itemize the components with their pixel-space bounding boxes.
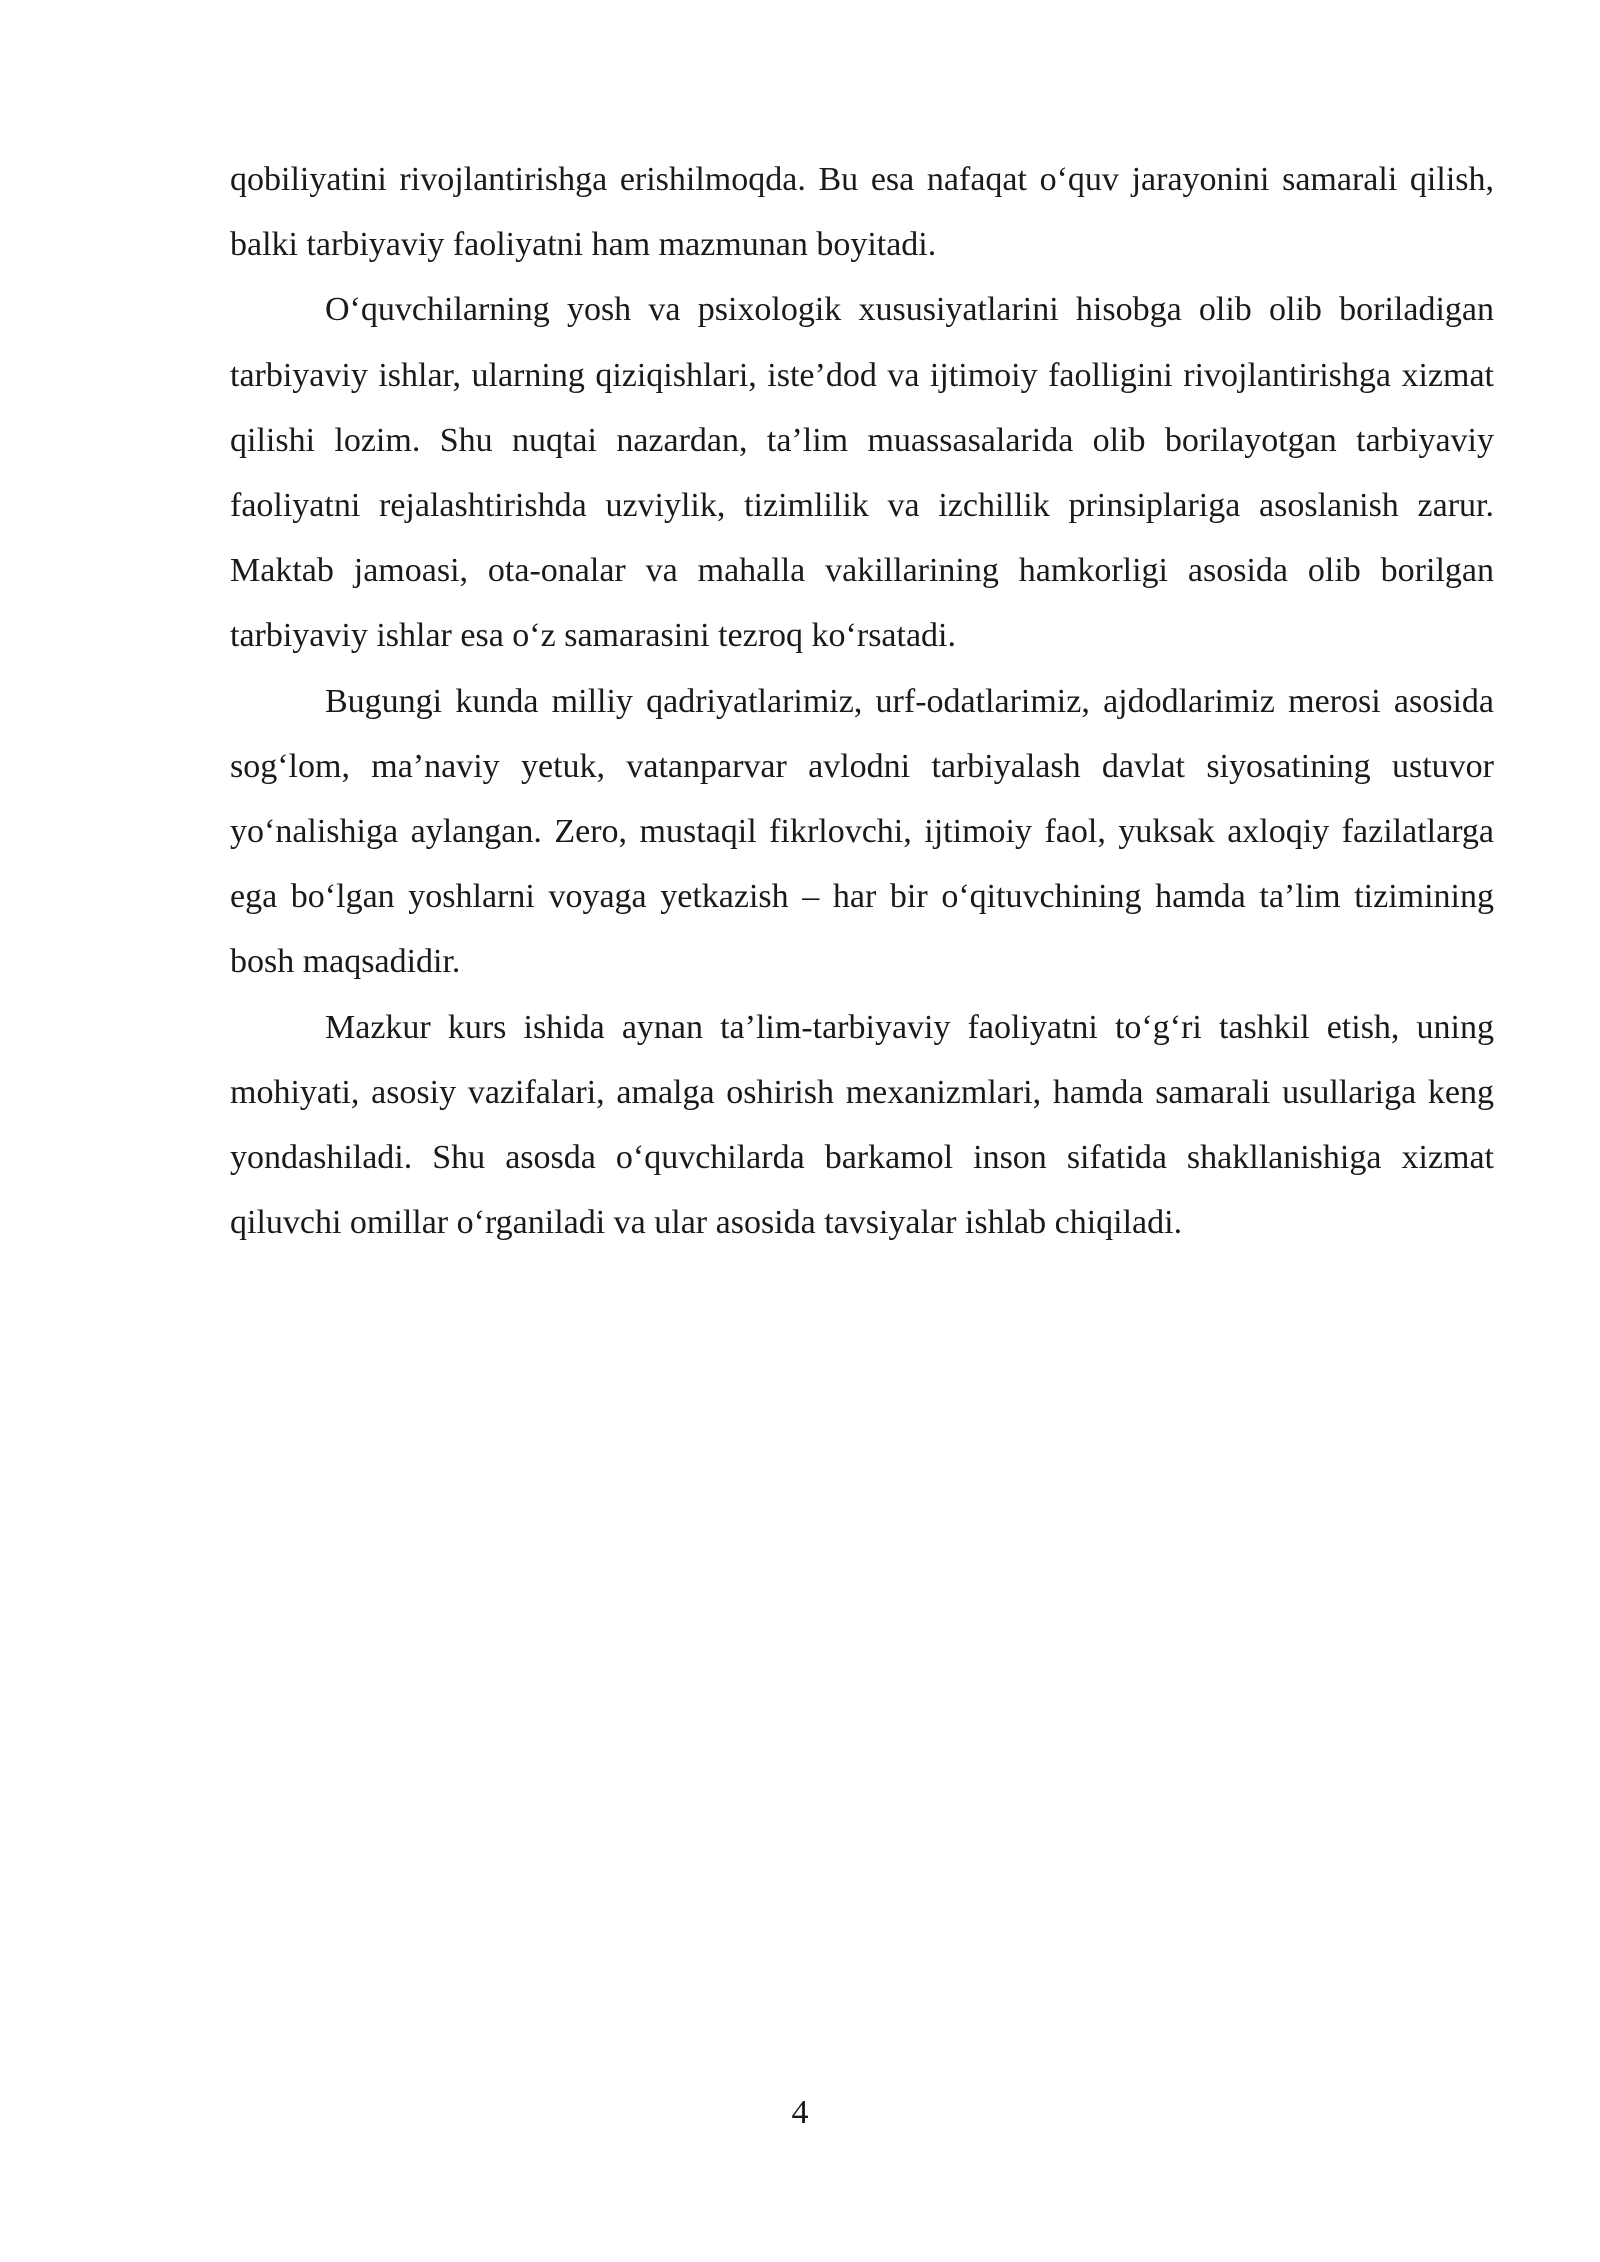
paragraph: Bugungi kunda milliy qadriyatlarimiz, urf-odatlarimiz, ajdodlarimiz merosi asosida sog‘lom, ma’naviy yetuk, vatanparvar avlodni tarbiyalash davlat siyosatining ustuvor yo‘nalishiga aylangan. Zero, mustaqil fikrlovchi, ijtimoiy faol, yuksak axloqiy fazilatlarga ega bo‘lgan yoshlarni voyaga yetkazish – har bir o‘qituvchining hamda ta’lim tizimining bosh maqsadidir.	[230, 682, 1494, 981]
paragraph: O‘quvchilarning yosh va psixologik xususiyatlarini hisobga olib olib boriladigan tarbiyaviy ishlar, ularning qiziqishlari, iste’dod va ijtimoiy faolligini rivojlantirishga xizmat qilishi lozim. Shu nuqtai nazardan, ta’lim muassasalarida olib borilayotgan tarbiyaviy faoliyatni rejalashtirishda uzviylik, tizimlilik va izchillik prinsiplariga asoslanish zarur. Maktab jamoasi, ota-onalar va mahalla vakillarining hamkorligi asosida olib borilgan tarbiyaviy ishlar esa o‘z samarasini tezroq ko‘rsatadi.	[230, 291, 1494, 655]
page-number: 4	[791, 2094, 809, 2131]
paragraph-continuation: qobiliyatini rivojlantirishga erishilmoqda. Bu esa nafaqat o‘quv jarayonini samarali qilish, balki tarbiyaviy faoliyatni ham mazmunan boyitadi.	[230, 161, 1494, 264]
document-body	[230, 147, 1494, 1255]
paragraph: Mazkur kurs ishida aynan ta’lim-tarbiyaviy faoliyatni to‘g‘ri tashkil etish, uning mohiyati, asosiy vazifalari, amalga oshirish mexanizmlari, hamda samarali usullariga keng yondashiladi. Shu asosda o‘quvchilarda barkamol inson sifatida shakllanishiga xizmat qiluvchi omillar o‘rganiladi va ular asosida tavsiyalar ishlab chiqiladi.	[230, 1008, 1494, 1242]
